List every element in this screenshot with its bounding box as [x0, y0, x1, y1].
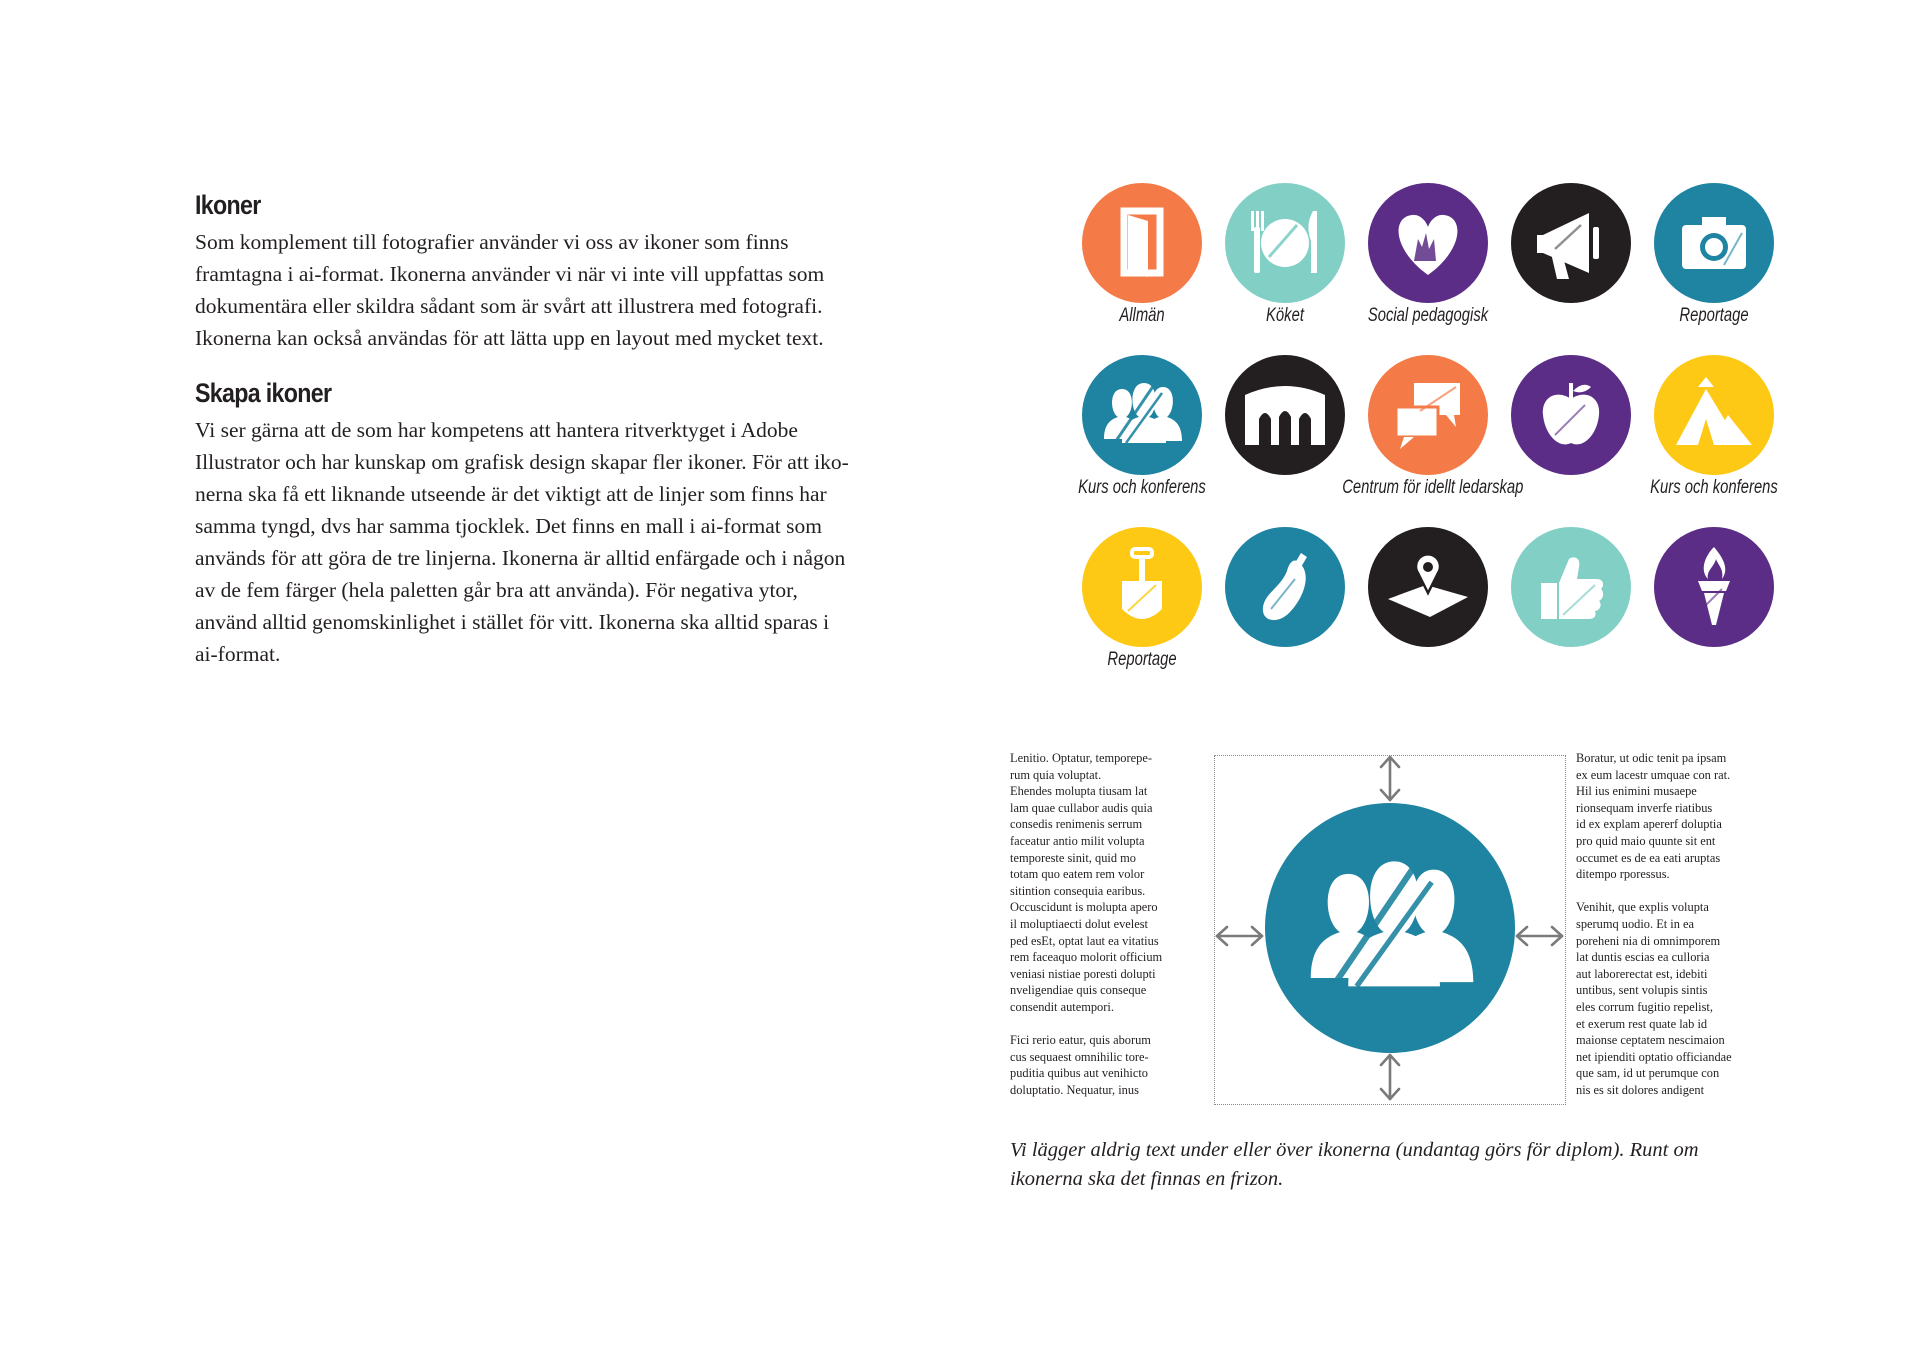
sample-text-line: rum quia voluptat. [1010, 767, 1102, 782]
camera-icon [1654, 183, 1774, 303]
sample-text-line: untibus, sent volupis sintis [1576, 983, 1708, 998]
sample-text-line: Lenitio. Optatur, temporepe- [1010, 751, 1152, 765]
arrow-top-icon [1381, 757, 1399, 800]
icon-label: Reportage [1679, 305, 1749, 326]
door-icon [1082, 183, 1202, 303]
sample-text-line: que sam, id ut perumque con [1576, 1066, 1720, 1081]
sample-text-line: id ex explam apererf doluptia [1576, 817, 1722, 832]
sample-text-line: ex eum lacestr umquae con rat. [1576, 767, 1731, 782]
section-heading-ikoner: Ikoner [195, 190, 261, 220]
clear-zone-caption [1010, 1136, 1810, 1194]
body-line: Som komplement till fotografier använder vi oss av ikoner som finns [195, 230, 789, 254]
section-body-skapa-ikoner [195, 414, 849, 670]
sample-text-line: Occuscidunt is molupta apero [1010, 900, 1158, 915]
heart-hands-icon [1368, 183, 1488, 303]
sample-text-right [1576, 750, 1732, 1098]
section-heading-skapa-ikoner: Skapa ikoner [195, 378, 332, 408]
sample-text-line: lam quae cullabor audis quia [1010, 800, 1153, 815]
arrow-right-icon [1517, 927, 1562, 945]
body-line: ai-format. [195, 642, 281, 666]
sample-text-line: puditia quibus aut venihicto [1010, 1066, 1148, 1081]
icon-label: Allmän [1119, 305, 1165, 326]
sample-text-line: poreheni nia di omnimporem [1576, 933, 1721, 948]
body-line: Illustrator och har kunskap om grafisk design skapar fler ikoner. För att iko- [195, 450, 849, 474]
map-pin-icon [1368, 527, 1488, 647]
sample-text-line: Hil ius enimini musaepe [1576, 784, 1697, 799]
body-line: framtagna i ai-format. Ikonerna använder vi när vi inte vill uppfattas som [195, 262, 825, 286]
sample-text-line: totam quo eatem rem volor [1010, 867, 1145, 882]
sample-text-line: rem faceaquo molorit officium [1010, 950, 1163, 965]
megaphone-icon [1511, 183, 1631, 303]
sample-text-line: faceatur antio milit volupta [1010, 833, 1145, 848]
caption-line: Vi lägger aldrig text under eller över ikonerna (undantag görs för diplom). Runt om [1010, 1139, 1699, 1161]
sample-text-line: lat duntis escias ea culloria [1576, 950, 1710, 965]
plate-cutlery-icon [1225, 183, 1345, 303]
sample-text-line: veniasi nistiae poresti dolupti [1010, 966, 1156, 981]
body-line: samma tyngd, dvs har samma tjocklek. Det finns en mall i ai-format som [195, 514, 822, 538]
icon-label: Köket [1266, 305, 1304, 326]
people-icon-large [1265, 803, 1515, 1053]
sample-text-line: nveligendiae quis conseque [1010, 983, 1147, 998]
icon-label: Kurs och konferens [1650, 477, 1778, 498]
sample-text-line: rionsequam inverfe riatibus [1576, 800, 1713, 815]
body-line: används för att göra de tre linjerna. Ikonerna är alltid enfärgade och i någon [195, 546, 846, 570]
paragraph-gap [1010, 1016, 1162, 1033]
torch-icon [1654, 527, 1774, 647]
sample-text-line: Boratur, ut odic tenit pa ipsam [1576, 751, 1727, 765]
sample-text-line: ped esEt, optat laut ea vitatius [1010, 933, 1159, 948]
sample-text-line: il moluptiaecti dolut evelest [1010, 916, 1148, 931]
sample-text-line: consendit autempori. [1010, 999, 1114, 1014]
sample-text-line: eles corrum fugitio repelist, [1576, 999, 1713, 1014]
sample-text-line: consedis renimenis serrum [1010, 817, 1143, 832]
sample-text-line: sperumq uodio. Et in ea [1576, 916, 1695, 931]
sample-text-line: temporeste sinit, quid mo [1010, 850, 1136, 865]
sample-text-line: occumet es de ea eati aruptas [1576, 850, 1721, 865]
icon-grid [1078, 183, 1790, 683]
thumbs-up-icon [1511, 527, 1631, 647]
icon-label: Kurs och konferens [1078, 477, 1206, 498]
arches-icon [1225, 355, 1345, 475]
sample-text-line: Fici rerio eatur, quis aborum [1010, 1033, 1151, 1048]
apple-icon [1511, 355, 1631, 475]
body-line: nerna ska få ett liknande utseende är det viktigt att de linjer som finns har [195, 482, 827, 506]
speech-bubbles-icon [1368, 355, 1488, 475]
sample-text-line: net ipienditi optatio officiandae [1576, 1049, 1732, 1064]
sample-text-line: maionse ceptatem nescimaion [1576, 1033, 1725, 1048]
sample-text-line: ditempo rporessus. [1576, 867, 1670, 882]
section-body-ikoner [195, 226, 824, 354]
body-line: Vi ser gärna att de som har kompetens att hantera ritverktyget i Adobe [195, 418, 798, 442]
body-line: av de fem färger (hela paletten går bra att använda). För negativa ytor, [195, 578, 798, 602]
sample-text-line: sitintion consequia earibus. [1010, 883, 1146, 898]
sample-text-line: Ehendes molupta tiusam lat [1010, 784, 1148, 799]
body-line: dokumentära eller skildra sådant som är svårt att illustrera med fotografi. [195, 294, 823, 318]
body-line: använd alltid genomskinlighet i stället för vitt. Ikonerna ska alltid sparas i [195, 610, 830, 634]
clear-zone-demo [1010, 750, 1780, 1110]
shovel-icon [1082, 527, 1202, 647]
sample-text-line: doluptatio. Nequatur, inus [1010, 1082, 1139, 1097]
people-icon [1082, 355, 1202, 475]
paragraph-gap [1576, 883, 1732, 900]
eggplant-icon [1225, 527, 1345, 647]
arrow-bottom-icon [1381, 1055, 1399, 1099]
icon-label: Reportage [1107, 649, 1177, 670]
body-line: Ikonerna kan också användas för att lätta upp en layout med mycket text. [195, 326, 824, 350]
tent-icon [1654, 355, 1774, 475]
icon-label: Social pedagogisk [1367, 305, 1489, 326]
sample-text-line: Venihit, que explis volupta [1576, 900, 1709, 915]
icon-label: Centrum för idellt ledarskap [1342, 477, 1524, 498]
caption-line: ikonerna ska det finnas en frizon. [1010, 1168, 1284, 1190]
sample-text-line: aut laborerectat est, idebiti [1576, 966, 1708, 981]
sample-text-line: et exerum rest quate lab id [1576, 1016, 1708, 1031]
arrow-left-icon [1217, 927, 1262, 945]
sample-text-line: nis es sit dolores andigent [1576, 1082, 1705, 1097]
sample-text-left [1010, 750, 1162, 1098]
sample-text-line: cus sequaest omnihilic tore- [1010, 1049, 1149, 1064]
sample-text-line: pro quid maio quunte sit ent [1576, 833, 1716, 848]
